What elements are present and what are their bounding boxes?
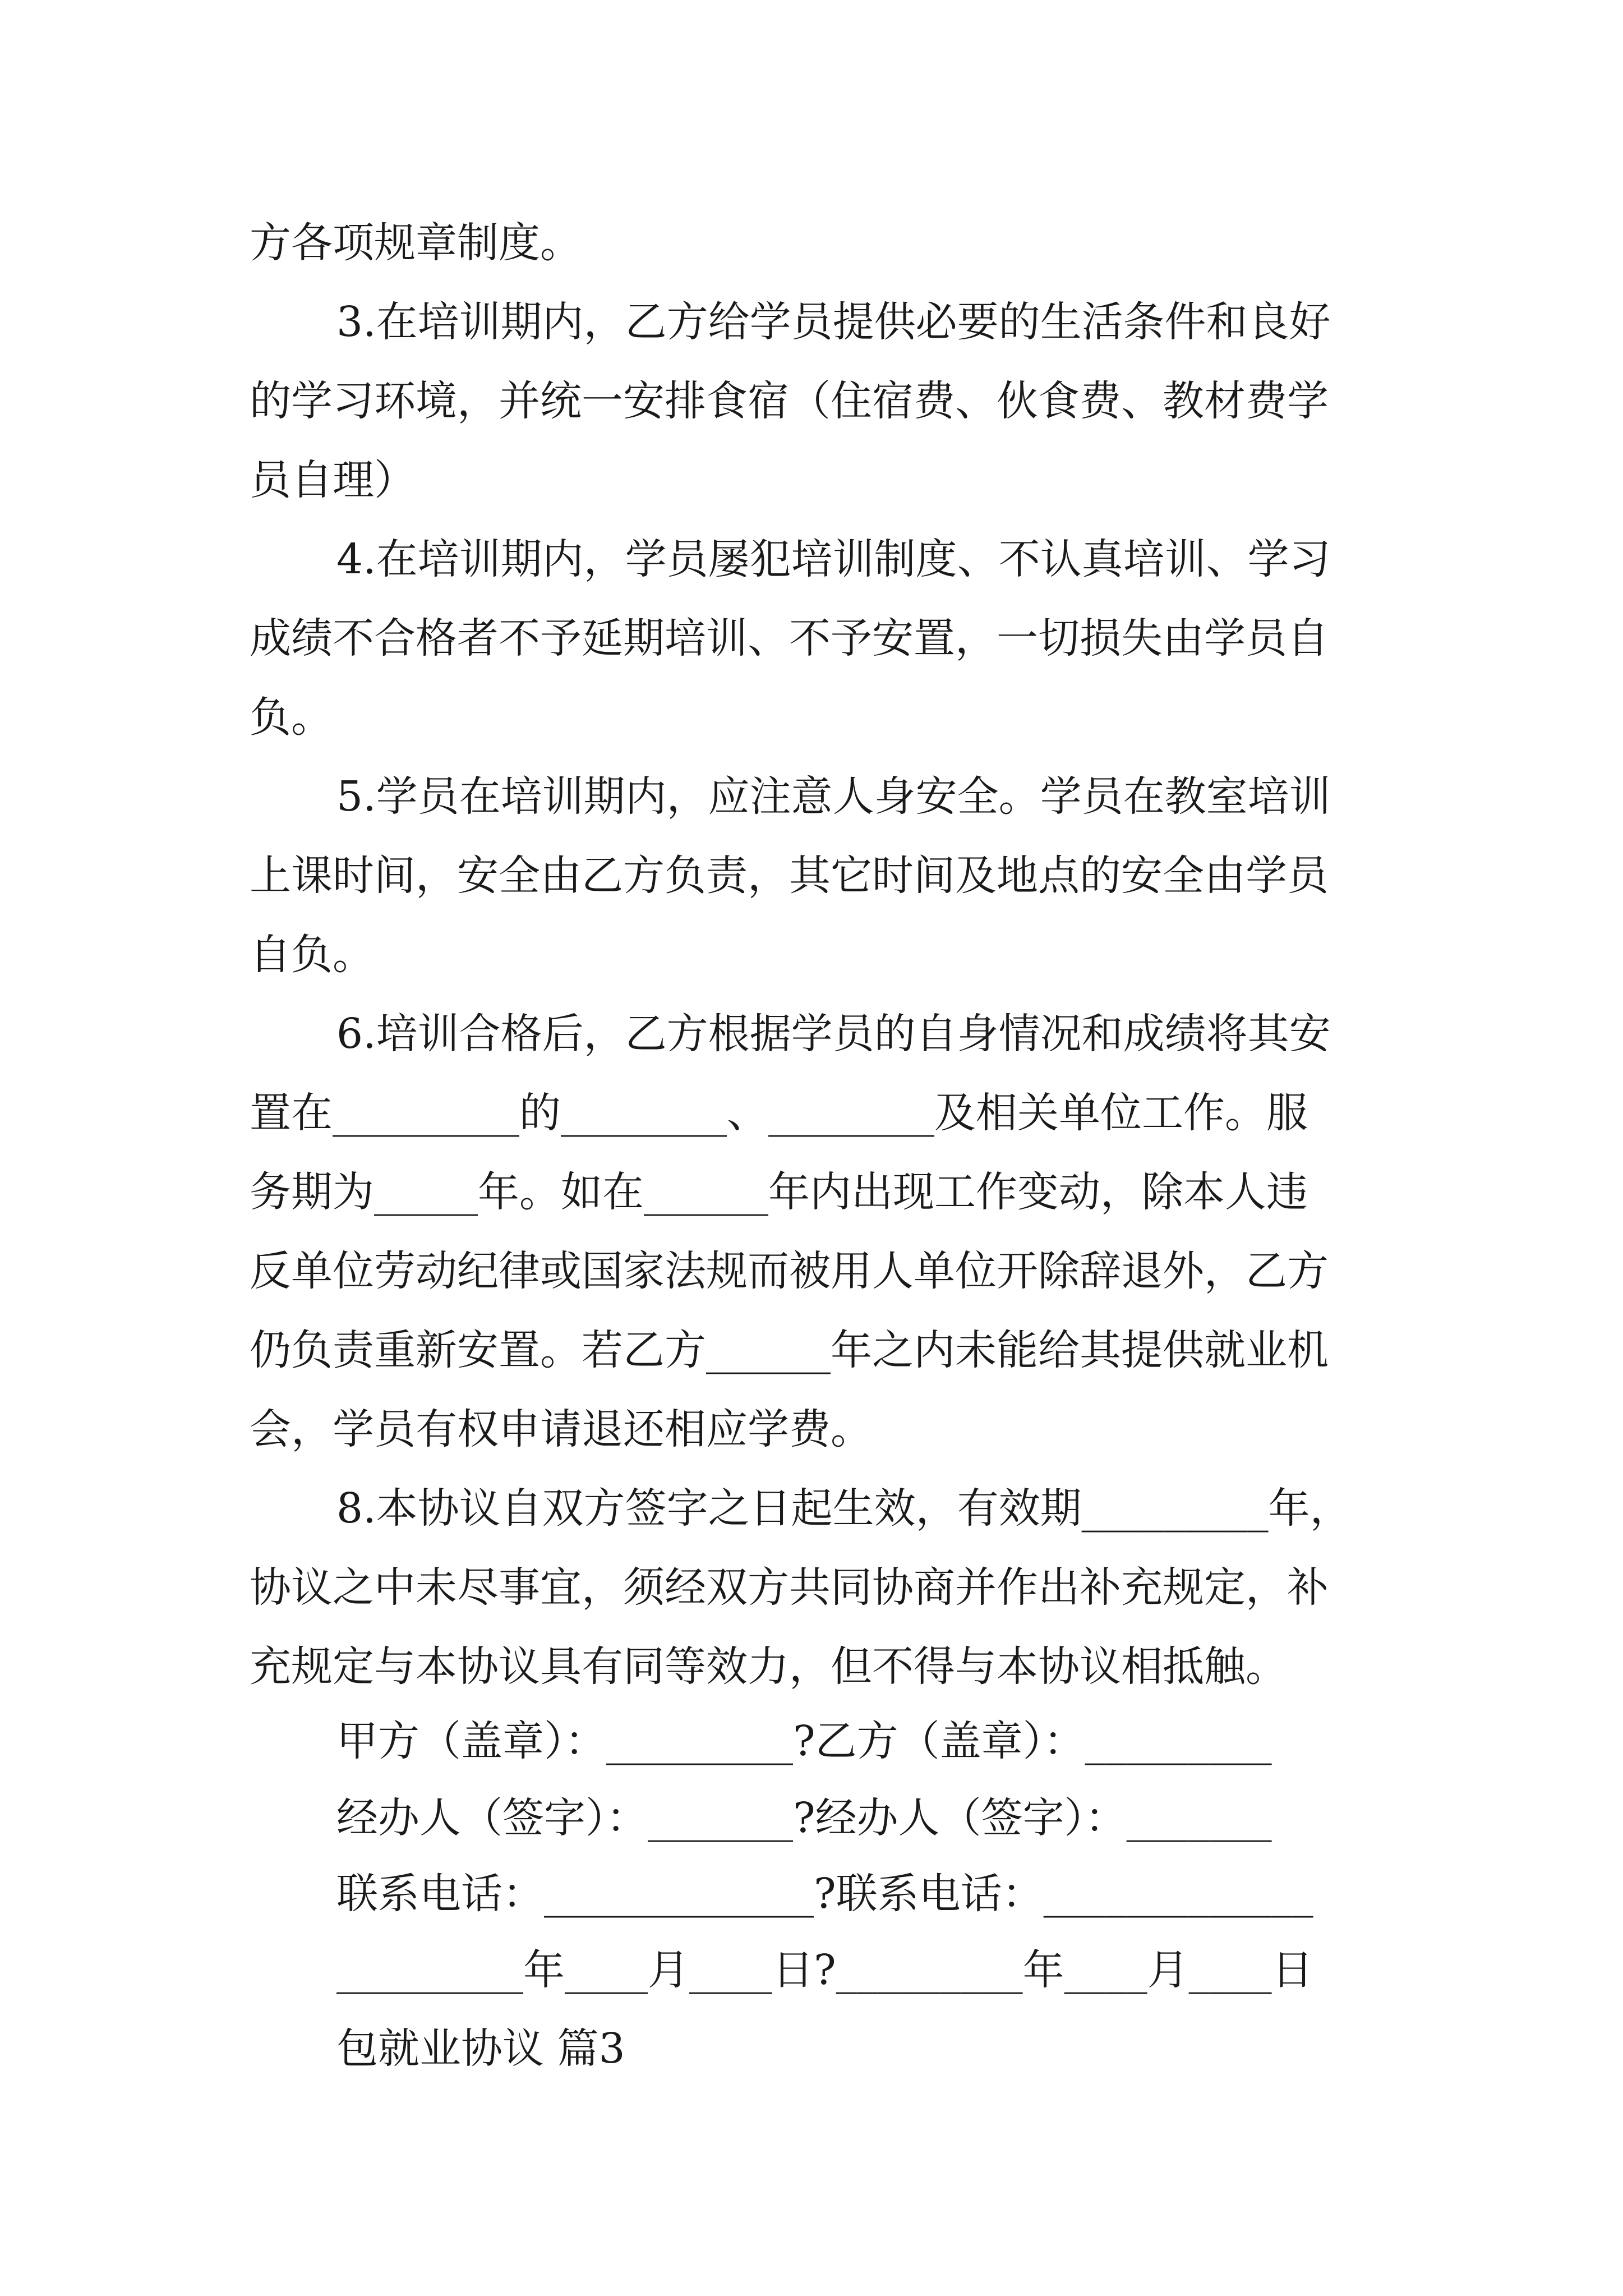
text-line-1: 方各项规章制度。 xyxy=(250,219,582,267)
text-line-14: 反单位劳动纪律或国家法规而被用人单位开除辞退外，乙方 xyxy=(250,1247,1329,1295)
text-line-5: 4.在培训期内，学员屡犯培训制度、不认真培训、学习 xyxy=(336,535,1331,583)
section-heading: 包就业协议 篇3 xyxy=(336,2024,625,2073)
text-line-19: 充规定与本协议具有同等效力，但不得与本协议相抵触。 xyxy=(250,1642,1287,1691)
text-line-2: 3.在培训期内，乙方给学员提供必要的生活条件和良好 xyxy=(336,298,1331,346)
text-line-10: 自负。 xyxy=(250,931,374,979)
signature-line-parties: 甲方（盖章）：_________?乙方（盖章）：_________ xyxy=(336,1717,1272,1765)
text-line-9: 上课时间，安全由乙方负责，其它时间及地点的安全由学员 xyxy=(250,852,1329,900)
text-line-15: 仍负责重新安置。若乙方______年之内未能给其提供就业机 xyxy=(250,1326,1329,1374)
text-line-7: 负。 xyxy=(250,693,333,742)
text-line-18: 协议之中未尽事宜，须经双方共同协商并作出补充规定，补 xyxy=(250,1563,1329,1612)
signature-line-handlers: 经办人（签字）：_______?经办人（签字）：_______ xyxy=(336,1794,1272,1842)
signature-line-phones: 联系电话：_____________?联系电话：_____________ xyxy=(336,1870,1313,1918)
signature-line-dates: _________年____月____日?_________年____月____日 xyxy=(336,1946,1313,1994)
text-line-4: 员自理） xyxy=(250,456,416,504)
text-line-11: 6.培训合格后，乙方根据学员的自身情况和成绩将其安 xyxy=(336,1010,1331,1058)
text-line-6: 成绩不合格者不予延期培训、不予安置，一切损失由学员自 xyxy=(250,614,1329,662)
text-line-16: 会，学员有权申请退还相应学费。 xyxy=(250,1405,872,1453)
text-line-13: 务期为_____年。如在______年内出现工作变动，除本人违 xyxy=(250,1168,1308,1216)
text-line-3: 的学习环境，并统一安排食宿（住宿费、伙食费、教材费学 xyxy=(250,377,1329,425)
text-line-17: 8.本协议自双方签字之日起生效，有效期_________年， xyxy=(336,1484,1352,1533)
text-line-8: 5.学员在培训期内，应注意人身安全。学员在教室培训 xyxy=(336,772,1331,821)
text-line-12: 置在_________的________、________及相关单位工作。服 xyxy=(250,1089,1308,1137)
